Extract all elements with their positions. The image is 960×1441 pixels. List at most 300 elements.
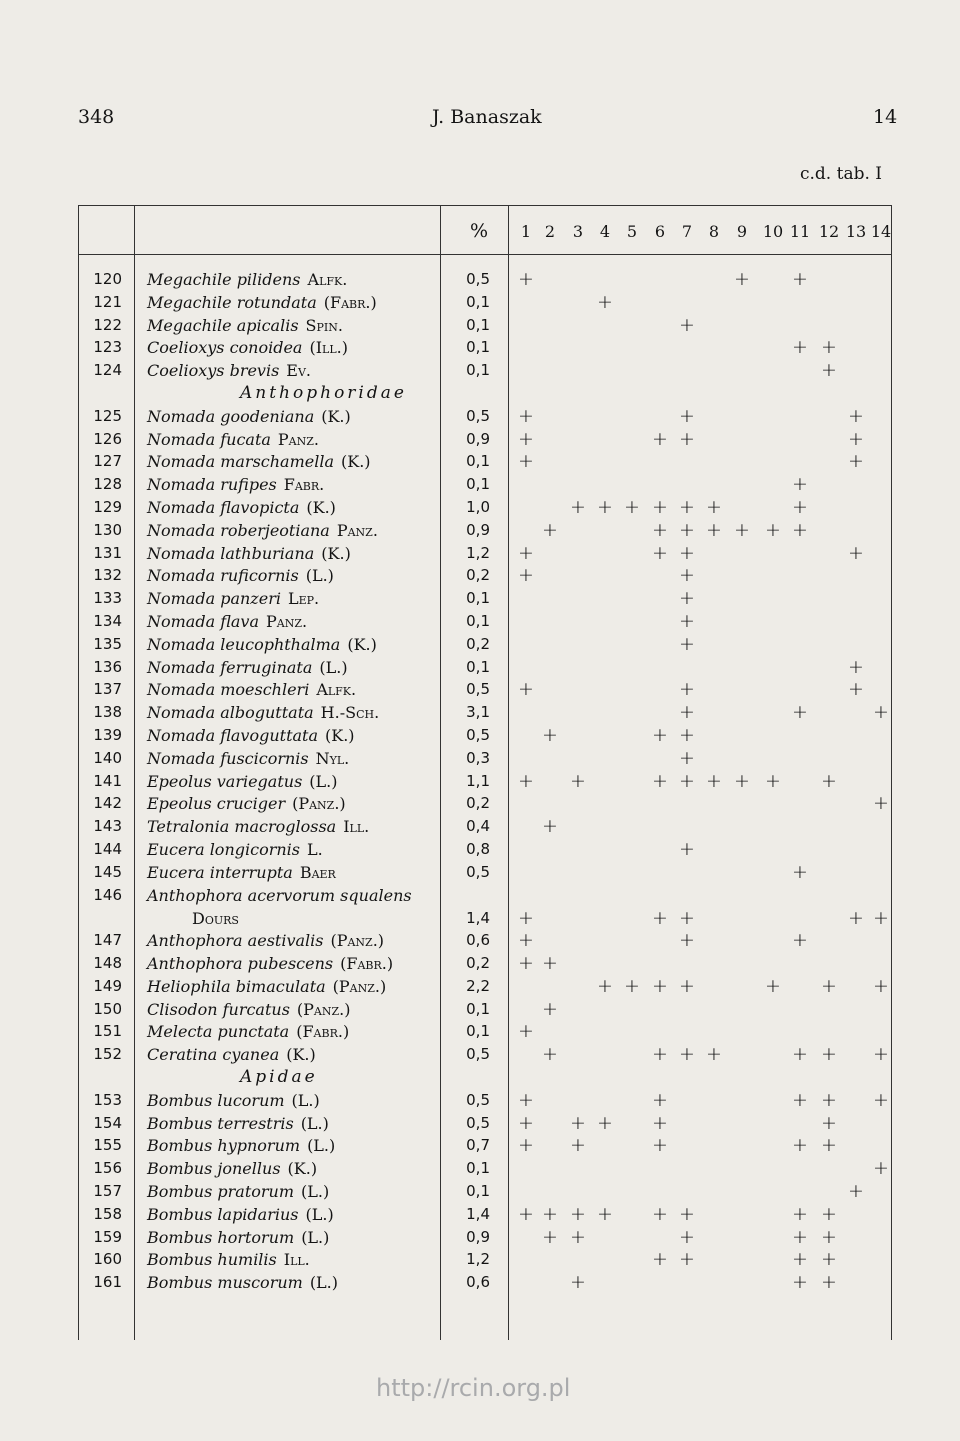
species-name [147, 998, 350, 1021]
table-row [0, 564, 960, 587]
species-binomial: Bombus muscorum [147, 1273, 303, 1293]
percent-value: 0,2 [466, 794, 490, 813]
presence-mark: + [679, 1225, 695, 1248]
species-authority: (L.) [301, 1182, 330, 1201]
row-number: 123 [93, 338, 122, 357]
presence-mark: + [792, 701, 808, 724]
percent-value: 0,2 [466, 634, 490, 653]
percent-value: 0,1 [466, 1022, 490, 1041]
species-authority: Panz. [336, 520, 378, 540]
presence-mark: + [652, 906, 668, 929]
species-authority: Alfk. [316, 680, 357, 700]
presence-mark: + [679, 610, 695, 632]
species-authority: Lep. [287, 589, 320, 609]
presence-mark: + [873, 1157, 889, 1180]
species-name [147, 610, 307, 633]
presence-mark: + [848, 906, 864, 929]
species-authority: L. [306, 840, 323, 859]
percent-value: 0,5 [466, 1090, 490, 1109]
presence-mark: + [792, 1271, 808, 1294]
table-row [0, 815, 960, 838]
species-binomial: Nomada panzeri [147, 589, 281, 609]
species-name [147, 656, 348, 679]
row-number: 157 [93, 1182, 122, 1200]
percent-value: 2,2 [466, 976, 490, 995]
species-name [147, 1203, 334, 1226]
row-number: 141 [93, 771, 122, 790]
percent-value: 0,1 [466, 657, 490, 676]
presence-mark: + [792, 473, 808, 496]
percent-value: 1,4 [466, 1204, 490, 1223]
species-authority: (Ill.) [309, 338, 348, 358]
presence-mark: + [873, 1088, 889, 1111]
table-row [0, 496, 960, 519]
presence-mark: + [518, 952, 534, 974]
table-row [0, 1271, 960, 1294]
family-heading-anthophoridae: Anthophoridae [240, 383, 407, 403]
presence-mark: + [765, 974, 781, 997]
species-name [147, 291, 377, 314]
percent-value: 0,5 [466, 726, 490, 744]
presence-mark: + [570, 1111, 586, 1134]
species-authority: (K.) [325, 726, 355, 745]
species-binomial: Nomada ruficornis [147, 566, 299, 586]
species-binomial: Coelioxys conoidea [147, 338, 303, 358]
species-name [147, 952, 393, 975]
site-column-header: 9 [736, 222, 748, 241]
species-binomial: Nomada flavoguttata [147, 726, 319, 745]
percent-value: 1,1 [466, 771, 490, 790]
species-authority: Ill. [283, 1250, 310, 1270]
percent-value: 0,1 [466, 292, 490, 311]
presence-mark: + [679, 906, 695, 929]
row-number: 136 [93, 657, 122, 676]
presence-mark: + [821, 359, 837, 382]
presence-mark: + [570, 1202, 586, 1225]
species-authority: Ev. [286, 361, 312, 381]
species-binomial: Ceratina cyanea [147, 1045, 280, 1065]
species-name [147, 724, 355, 747]
species-authority: (K.) [286, 1045, 316, 1065]
species-binomial: Coelioxys brevis [147, 361, 280, 381]
row-number: 121 [93, 292, 122, 311]
percent-value: 0,1 [466, 338, 490, 357]
presence-mark: + [652, 496, 668, 518]
species-binomial: Clisodon furcatus [147, 999, 290, 1019]
presence-mark: + [518, 404, 534, 427]
table-row [0, 291, 960, 314]
table-row [0, 268, 960, 291]
presence-mark: + [518, 1134, 534, 1157]
percent-value: 0,9 [466, 429, 490, 448]
presence-mark: + [652, 724, 668, 746]
presence-mark: + [821, 1202, 837, 1225]
percent-value: 0,5 [466, 862, 490, 881]
table-row [0, 1112, 960, 1135]
presence-mark: + [792, 1134, 808, 1157]
presence-mark: + [679, 678, 695, 701]
row-number: 151 [93, 1022, 122, 1041]
table-row [0, 428, 960, 451]
row-number: 134 [93, 612, 122, 630]
presence-mark: + [542, 1225, 558, 1248]
presence-mark: + [652, 1134, 668, 1157]
row-number: 140 [93, 748, 122, 767]
presence-mark: + [542, 518, 558, 541]
row-number: 129 [93, 498, 122, 516]
row-number: 132 [93, 566, 122, 585]
site-column-header: 10 [762, 222, 784, 241]
row-number: 148 [93, 954, 122, 972]
table-row [0, 770, 960, 793]
species-name [147, 1020, 349, 1043]
species-authority: (K.) [347, 634, 377, 654]
presence-mark: + [652, 1088, 668, 1111]
species-binomial: Nomada ferruginata [147, 657, 313, 677]
species-name [147, 336, 348, 359]
presence-mark: + [848, 427, 864, 450]
species-name [147, 1157, 317, 1180]
percent-value: 1,0 [466, 498, 490, 516]
presence-mark: + [821, 769, 837, 792]
presence-mark: + [652, 974, 668, 997]
species-name [147, 268, 347, 291]
presence-mark: + [652, 1248, 668, 1271]
presence-mark: + [542, 997, 558, 1020]
species-authority: (K.) [341, 452, 371, 472]
table-row [0, 929, 960, 952]
species-binomial: Megachile apicalis [147, 315, 299, 335]
table-row [0, 542, 960, 565]
species-binomial: Bombus terrestris [147, 1113, 294, 1133]
source-url: http://rcin.org.pl [376, 1374, 571, 1402]
presence-mark: + [792, 1043, 808, 1066]
species-binomial: Bombus hortorum [147, 1227, 295, 1247]
species-authority: (K.) [321, 543, 351, 563]
site-column-header: 3 [572, 222, 584, 241]
table-row [0, 633, 960, 656]
species-binomial: Anthophora pubescens [147, 954, 334, 973]
row-number: 138 [93, 703, 122, 722]
row-number: 154 [93, 1113, 122, 1132]
presence-mark: + [542, 1202, 558, 1225]
presence-mark: + [518, 1202, 534, 1225]
presence-mark: + [706, 496, 722, 518]
presence-mark: + [518, 929, 534, 952]
site-column-header: 4 [599, 222, 611, 241]
table-row [0, 1203, 960, 1226]
row-number: 146 [93, 885, 122, 904]
presence-mark: + [652, 518, 668, 541]
species-name [147, 542, 351, 565]
row-number: 152 [93, 1045, 122, 1064]
presence-mark: + [679, 587, 695, 610]
table-row [0, 314, 960, 337]
presence-mark: + [597, 1111, 613, 1134]
presence-mark: + [542, 724, 558, 746]
presence-mark: + [518, 450, 534, 473]
species-name [147, 747, 349, 770]
percent-value: 0,9 [466, 520, 490, 539]
species-name [147, 861, 336, 884]
presence-mark: + [542, 952, 558, 974]
species-authority: (K.) [306, 498, 336, 517]
section-number: 14 [873, 106, 898, 128]
row-number: 160 [93, 1250, 122, 1269]
presence-mark: + [679, 1043, 695, 1066]
presence-mark: + [679, 746, 695, 769]
percent-value: 1,2 [466, 543, 490, 562]
percent-value: 0,1 [466, 589, 490, 608]
species-binomial: Epeolus cruciger [147, 794, 286, 814]
table-row [0, 1180, 960, 1203]
species-name [147, 1043, 316, 1066]
presence-mark: + [652, 1202, 668, 1225]
presence-mark: + [734, 518, 750, 541]
presence-mark: + [706, 1043, 722, 1066]
species-authority: (K.) [287, 1159, 318, 1179]
presence-mark: + [597, 496, 613, 518]
table-row [0, 838, 960, 861]
table-row [0, 336, 960, 359]
row-number: 126 [93, 429, 122, 448]
species-binomial: Nomada marschamella [147, 452, 334, 472]
species-binomial: Bombus pratorum [147, 1182, 295, 1201]
species-name [147, 929, 384, 952]
species-binomial: Tetralonia macroglossa [147, 817, 337, 837]
presence-mark: + [848, 541, 864, 564]
presence-mark: + [873, 974, 889, 997]
row-number: 139 [93, 726, 122, 744]
percent-value: 0,6 [466, 931, 490, 950]
species-authority: (Fabr.) [296, 1022, 350, 1042]
table-row [0, 998, 960, 1021]
species-name [147, 1134, 335, 1157]
species-name [147, 1112, 329, 1135]
species-binomial: Bombus hypnorum [147, 1136, 301, 1156]
species-binomial: Heliophila bimaculata [147, 976, 326, 996]
row-number: 122 [93, 315, 122, 334]
presence-mark: + [706, 518, 722, 541]
species-name [147, 838, 323, 861]
presence-mark: + [734, 769, 750, 792]
presence-mark: + [679, 564, 695, 587]
species-authority: (L.) [309, 771, 338, 791]
presence-mark: + [821, 1043, 837, 1066]
row-number: 131 [93, 543, 122, 562]
presence-mark: + [518, 1020, 534, 1043]
presence-mark: + [873, 792, 889, 815]
presence-mark: + [821, 1111, 837, 1134]
species-name [147, 473, 324, 496]
presence-mark: + [518, 1111, 534, 1134]
presence-mark: + [821, 336, 837, 359]
presence-mark: + [624, 496, 640, 518]
row-number: 127 [93, 452, 122, 471]
percent-value: 0,5 [466, 1113, 490, 1132]
species-name [147, 975, 386, 998]
presence-mark: + [597, 1202, 613, 1225]
site-column-header: 11 [789, 222, 811, 241]
presence-mark: + [518, 678, 534, 701]
percent-value: 0,1 [466, 315, 490, 334]
percent-value: 1,2 [466, 1250, 490, 1269]
site-column-header: 5 [626, 222, 638, 241]
species-authority: (L.) [301, 1227, 330, 1247]
species-binomial: Nomada fuscicornis [147, 748, 309, 768]
presence-mark: + [792, 336, 808, 359]
presence-mark: + [792, 1202, 808, 1225]
species-authority: Baer [299, 862, 336, 882]
species-name [147, 701, 379, 724]
row-number: 128 [93, 475, 122, 494]
page-header [0, 106, 960, 136]
percent-value: 0,1 [466, 475, 490, 494]
species-binomial: Eucera longicornis [147, 840, 300, 859]
site-column-header: 12 [818, 222, 840, 241]
site-column-header: 6 [654, 222, 666, 241]
row-number: 158 [93, 1204, 122, 1223]
presence-mark: + [821, 1134, 837, 1157]
species-binomial: Melecta punctata [147, 1022, 290, 1042]
presence-mark: + [873, 906, 889, 929]
presence-mark: + [848, 404, 864, 427]
species-binomial: Nomada moeschleri [147, 680, 310, 700]
presence-mark: + [679, 313, 695, 336]
author-name: J. Banaszak [432, 106, 542, 128]
species-name [147, 450, 371, 473]
presence-mark: + [792, 1088, 808, 1111]
table-row [0, 1134, 960, 1157]
percent-value: 0,1 [466, 361, 490, 380]
row-number: 155 [93, 1136, 122, 1155]
table-row [0, 747, 960, 770]
site-column-header: 13 [845, 222, 867, 241]
species-binomial: Nomada flava [147, 612, 259, 631]
presence-mark: + [570, 496, 586, 518]
species-name [147, 519, 378, 542]
species-name [147, 359, 311, 382]
species-binomial: Epeolus variegatus [147, 771, 303, 791]
row-number: 159 [93, 1227, 122, 1246]
species-name [147, 587, 319, 610]
species-authority: (Fabr.) [323, 292, 377, 312]
row-number: 149 [93, 976, 122, 995]
presence-mark: + [518, 906, 534, 929]
presence-mark: + [679, 518, 695, 541]
species-binomial: Anthophora acervorum squalens [147, 885, 412, 905]
species-authority: (Panz.) [296, 999, 351, 1019]
table-row [0, 1157, 960, 1180]
table-row [0, 1020, 960, 1043]
site-column-header: 2 [544, 222, 556, 241]
table-reference: c.d. tab. I [800, 164, 882, 184]
species-name [147, 1180, 329, 1203]
presence-mark: + [518, 541, 534, 564]
presence-mark: + [792, 268, 808, 290]
site-column-header: 14 [870, 222, 892, 241]
presence-mark: + [792, 929, 808, 952]
page-number: 348 [78, 106, 115, 128]
species-name [147, 1089, 320, 1112]
species-binomial: Megachile pilidens [147, 270, 301, 289]
species-binomial: Bombus lucorum [147, 1090, 285, 1110]
percent-value: 0,4 [466, 817, 490, 836]
presence-mark: + [848, 678, 864, 701]
presence-mark: + [792, 1248, 808, 1271]
species-authority: (Panz.) [332, 976, 387, 996]
percent-value: 0,2 [466, 954, 490, 972]
presence-mark: + [570, 1271, 586, 1294]
row-number: 153 [93, 1090, 122, 1109]
presence-mark: + [652, 1111, 668, 1134]
species-name [147, 815, 369, 838]
presence-mark: + [597, 290, 613, 313]
species-binomial: Bombus humilis [147, 1250, 277, 1270]
presence-mark: + [848, 1180, 864, 1202]
presence-mark: + [518, 1088, 534, 1111]
species-authority: (L.) [291, 1090, 320, 1110]
species-authority: Fabr. [283, 475, 325, 495]
table-row [0, 473, 960, 496]
presence-mark: + [652, 541, 668, 564]
presence-mark: + [679, 427, 695, 450]
row-number: 124 [93, 361, 122, 380]
table-row [0, 519, 960, 542]
table-row [0, 952, 960, 975]
row-number: 144 [93, 840, 122, 858]
presence-mark: + [821, 1225, 837, 1248]
table-row [0, 1248, 960, 1271]
presence-mark: + [873, 1043, 889, 1066]
species-binomial: Nomada fucata [147, 429, 271, 449]
site-column-header: 1 [520, 222, 532, 241]
species-authority: Nyl. [315, 748, 350, 768]
percent-value: 0,1 [466, 452, 490, 471]
presence-mark: + [570, 1225, 586, 1248]
presence-mark: + [679, 974, 695, 997]
species-authority: Dours [192, 908, 239, 928]
presence-mark: + [821, 1088, 837, 1111]
table-row [0, 405, 960, 428]
row-number: 147 [93, 931, 122, 950]
species-authority: Panz. [266, 612, 308, 631]
row-number: 145 [93, 862, 122, 881]
species-binomial: Bombus jonellus [147, 1159, 281, 1179]
species-binomial: Nomada lathburiana [147, 543, 315, 563]
presence-mark: + [792, 860, 808, 883]
presence-mark: + [848, 450, 864, 473]
table-row [0, 678, 960, 701]
table-row [0, 792, 960, 815]
species-authority: (K.) [321, 406, 351, 426]
species-authority: Spin. [305, 315, 343, 335]
presence-mark: + [542, 1043, 558, 1066]
presence-mark: + [518, 564, 534, 587]
percent-value: 0,5 [466, 406, 490, 425]
percent-value: 1,4 [466, 908, 490, 927]
table-row [0, 884, 960, 930]
presence-mark: + [570, 1134, 586, 1157]
percent-value: 0,3 [466, 748, 490, 767]
presence-mark: + [792, 496, 808, 518]
row-number: 125 [93, 406, 122, 425]
site-column-header: 7 [681, 222, 693, 241]
table-row [0, 450, 960, 473]
family-heading-apidae: Apidae [240, 1067, 318, 1087]
presence-mark: + [624, 974, 640, 997]
presence-mark: + [652, 1043, 668, 1066]
